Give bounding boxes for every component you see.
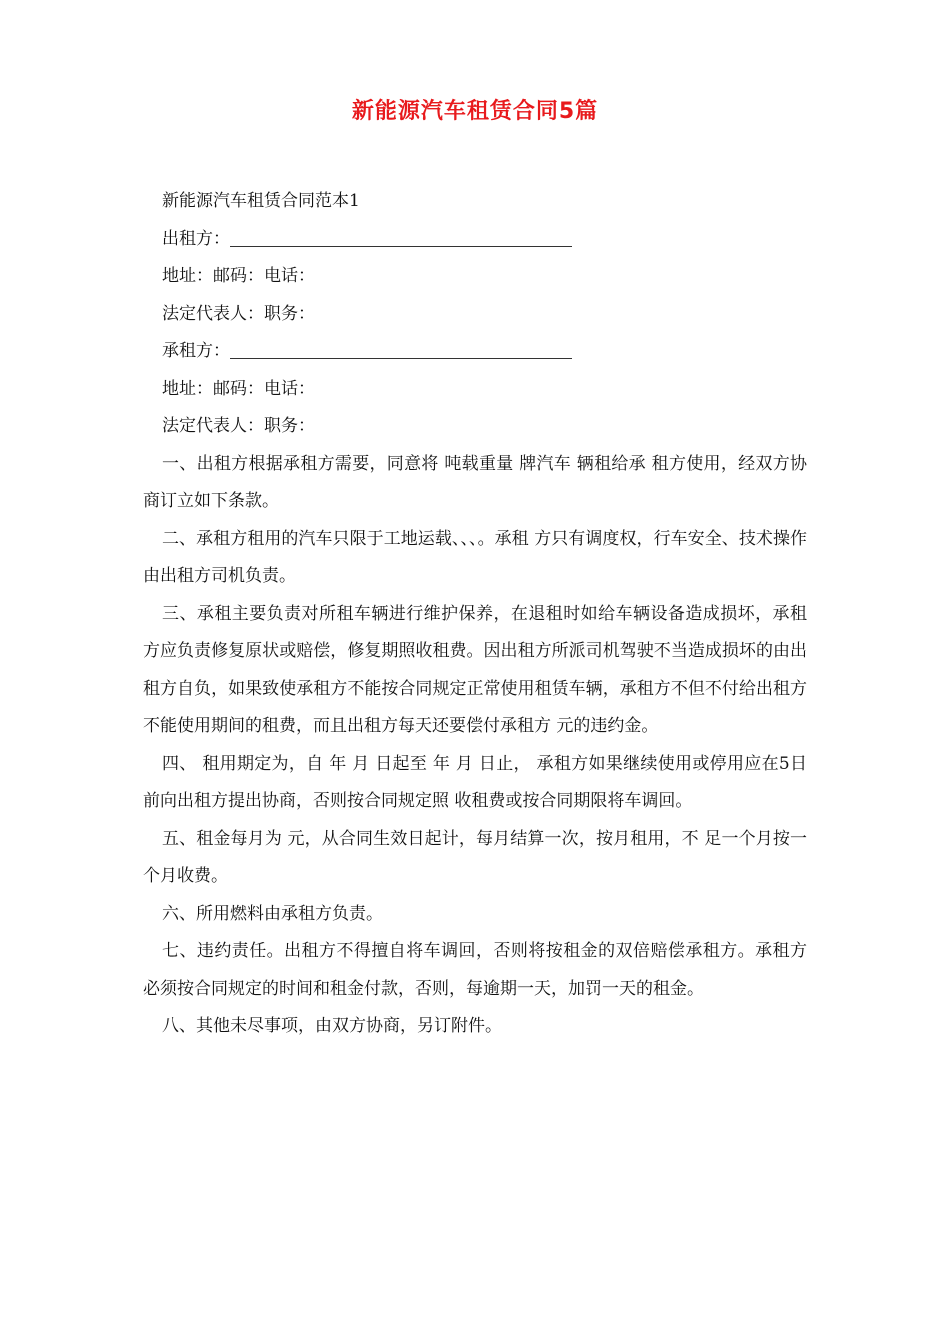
lessor-blank [230,246,572,247]
clause-8: 八、其他未尽事项，由双方协商，另订附件。 [162,1016,502,1036]
lessee-representative: 法定代表人：职务： [162,416,315,436]
clause-6: 六、所用燃料由承租方负责。 [162,903,383,924]
lessor-address: 地址：邮码：电话： [162,266,315,286]
lessee-label: 承租方： [162,341,230,361]
lessor-label: 出租方： [162,228,230,249]
lessee-blank [230,358,572,359]
contract-subtitle: 新能源汽车租赁合同范本1 [162,191,360,211]
document-body [143,183,807,1046]
clause-3: 三、承租主要负责对所租车辆进行维护保养，在退租时如给车辆设备造成损坏，承租方应负责修复原状或赔偿，修复期照收租费。因出租方所派司机驾驶不当造成损坏的由出租方自负，如果致使承租方不能按合同规定正常使用租赁车辆，承租方不但不付给出租方不能使用期间的租费，而且出租方每天还要偿付承租方 元的违约金。 [143,603,807,736]
lessor-line [143,221,807,259]
clause-7: 七、违约责任。出租方不得擅自将车调回，否则将按租金的双倍赔偿承租方。承租方必须按合同规定的时间和租金付款，否则，每逾期一天，加罚一天的租金。 [143,941,807,999]
lessee-line [143,333,807,371]
lessee-address: 地址：邮码：电话： [162,378,315,399]
clause-4: 四、 租用期定为，自 年 月 日起至 年 月 日止， 承租方如果继续使用或停用应在5日前向出租方提出协商，否则按合同规定照 收租费或按合同期限将车调回。 [143,753,807,811]
clause-2: 二、承租方租用的汽车只限于工地运载、、、。承租 方只有调度权，行车安全、技术操作由出租方司机负责。 [143,528,807,586]
document-title: 新能源汽车租赁合同5篇 [351,99,599,124]
clause-5: 五、租金每月为 元，从合同生效日起计，每月结算一次，按月租用，不 足一个月按一个月收费。 [143,828,807,886]
clause-1: 一、出租方根据承租方需要，同意将 吨载重量 牌汽车 辆租给承 租方使用，经双方协商订立如下条款。 [143,453,807,511]
lessor-representative: 法定代表人：职务： [162,303,315,324]
